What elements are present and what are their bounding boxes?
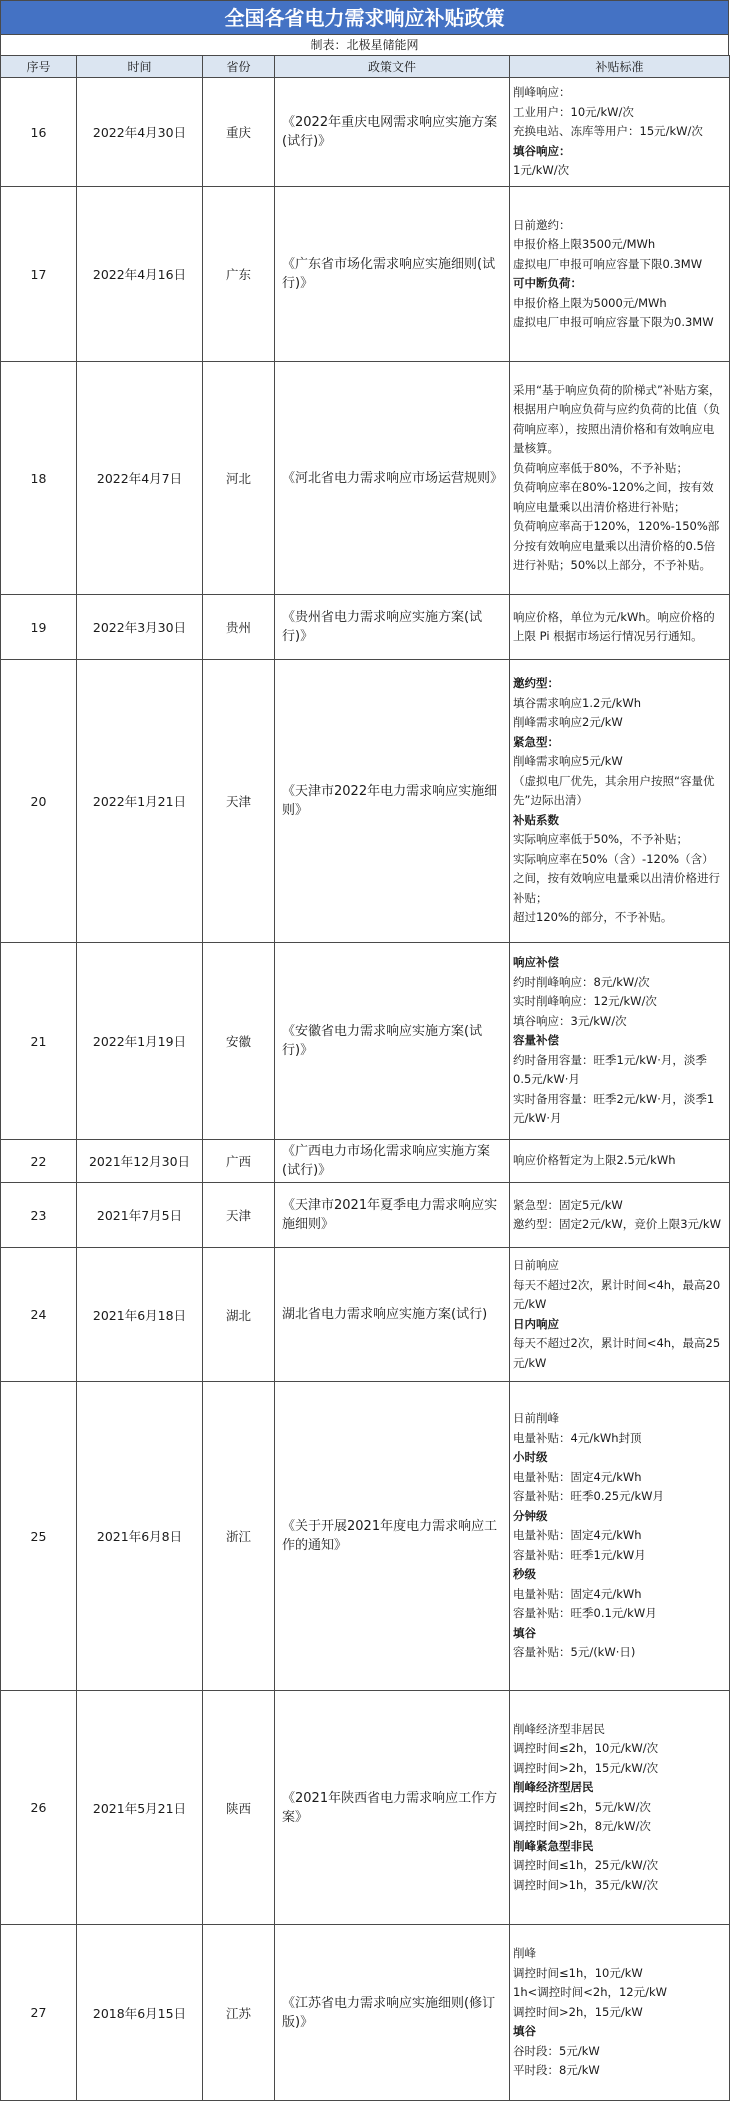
table-row — [1, 1248, 730, 1382]
standard-line: 容量补贴：旺季1元/kW月 — [513, 1547, 646, 1562]
row-no: 20 — [1, 660, 77, 943]
row-no: 16 — [1, 78, 77, 187]
row-date: 2018年6月15日 — [77, 1925, 203, 2101]
row-policy-doc: 《江苏省电力需求响应实施细则(修订版)》 — [275, 1925, 510, 2101]
standard-line: 电量补贴：固定4元/kWh — [513, 1586, 642, 1601]
row-date: 2021年7月5日 — [77, 1183, 203, 1248]
row-policy-doc: 《天津市2022年电力需求响应实施细则》 — [275, 660, 510, 943]
header-province: 省份 — [203, 56, 275, 78]
row-policy-doc: 《天津市2021年夏季电力需求响应实施细则》 — [275, 1183, 510, 1248]
row-policy-doc: 《2021年陕西省电力需求响应工作方案》 — [275, 1691, 510, 1925]
row-policy-doc: 《广西电力市场化需求响应实施方案(试行)》 — [275, 1140, 510, 1183]
table-row — [1, 595, 730, 660]
standard-line: 分钟级 — [513, 1508, 548, 1523]
table-row — [1, 660, 730, 943]
table-row — [1, 1382, 730, 1691]
row-subsidy-standard — [510, 187, 730, 362]
row-province: 重庆 — [203, 78, 275, 187]
row-province: 天津 — [203, 1183, 275, 1248]
standard-line: 邀约型：固定2元/kW，竞价上限3元/kW — [513, 1217, 721, 1231]
standard-line: 填谷需求响应1.2元/kWh — [513, 695, 641, 710]
standard-line: 削峰经济型非居民 — [513, 1721, 605, 1736]
table-row — [1, 362, 730, 595]
header-doc: 政策文件 — [275, 56, 510, 78]
standard-line: 容量补贴：旺季0.1元/kW月 — [513, 1606, 657, 1621]
row-province: 河北 — [203, 362, 275, 595]
row-subsidy-standard — [510, 1925, 730, 2101]
row-no: 25 — [1, 1382, 77, 1691]
sheet-subtitle: 制表：北极星储能网 — [0, 34, 729, 55]
standard-line: （虚拟电厂优先，其余用户按照“容量优先”边际出清） — [513, 773, 715, 808]
standard-line: 负荷响应率高于120%，120%-150%部分按有效响应电量乘以出清价格的0.5倍进行补贴；50%以上部分，不予补贴。 — [513, 519, 720, 572]
standard-line: 电量补贴：4元/kWh封顶 — [513, 1430, 642, 1445]
row-subsidy-standard — [510, 1140, 730, 1183]
standard-line: 容量补偿 — [513, 1033, 559, 1048]
standard-line: 实时备用容量：旺季2元/kW·月，淡季1元/kW·月 — [513, 1091, 715, 1126]
standard-line: 调控时间>2h，8元/kW/次 — [513, 1819, 651, 1834]
table-row — [1, 1183, 730, 1248]
standard-line: 填谷响应： — [513, 143, 571, 158]
standard-line: 日前响应 — [513, 1258, 559, 1272]
row-subsidy-standard — [510, 943, 730, 1140]
standard-line: 实际响应率低于50%，不予补贴； — [513, 832, 689, 847]
row-date: 2021年6月8日 — [77, 1382, 203, 1691]
row-policy-doc: 《广东省市场化需求响应实施细则(试行)》 — [275, 187, 510, 362]
standard-line: 填谷响应：3元/kW/次 — [513, 1013, 627, 1028]
row-province: 江苏 — [203, 1925, 275, 2101]
standard-line: 调控时间>1h，35元/kW/次 — [513, 1877, 659, 1892]
row-no: 22 — [1, 1140, 77, 1183]
row-subsidy-standard — [510, 78, 730, 187]
policy-table — [0, 55, 730, 2101]
standard-line: 申报价格上限3500元/MWh — [513, 237, 656, 251]
row-policy-doc: 《河北省电力需求响应市场运营规则》 — [275, 362, 510, 595]
standard-line: 调控时间≤2h，10元/kW/次 — [513, 1741, 659, 1756]
row-subsidy-standard — [510, 1183, 730, 1248]
standard-line: 紧急型：固定5元/kW — [513, 1197, 623, 1212]
row-no: 19 — [1, 595, 77, 660]
row-province: 安徽 — [203, 943, 275, 1140]
row-subsidy-standard — [510, 660, 730, 943]
row-date: 2022年1月19日 — [77, 943, 203, 1140]
table-row — [1, 1925, 730, 2101]
row-subsidy-standard — [510, 595, 730, 660]
header-row — [1, 56, 730, 78]
row-province: 广西 — [203, 1140, 275, 1183]
standard-line: 削峰响应： — [513, 85, 571, 100]
standard-line: 实际响应率在50%（含）-120%（含）之间，按有效响应电量乘以出清价格进行补贴； — [513, 851, 720, 905]
table-body — [1, 78, 730, 2101]
standard-line: 调控时间>2h，15元/kW — [513, 2004, 643, 2019]
standard-line: 每天不超过2次，累计时间<4h，最高25元/kW — [513, 1336, 721, 1370]
standard-line: 调控时间≤1h，25元/kW/次 — [513, 1858, 659, 1873]
row-policy-doc: 《贵州省电力需求响应实施方案(试行)》 — [275, 595, 510, 660]
header-date: 时间 — [77, 56, 203, 78]
row-no: 21 — [1, 943, 77, 1140]
table-row — [1, 187, 730, 362]
table-row — [1, 1140, 730, 1183]
standard-line: 超过120%的部分，不予补贴。 — [513, 910, 673, 925]
standard-line: 日前邀约： — [513, 217, 571, 232]
standard-line: 削峰经济型居民 — [513, 1780, 594, 1795]
row-date: 2021年5月21日 — [77, 1691, 203, 1925]
standard-line: 虚拟电厂申报可响应容量下限0.3MW — [513, 256, 703, 271]
header-standard: 补贴标准 — [510, 56, 730, 78]
row-date: 2022年3月30日 — [77, 595, 203, 660]
standard-line: 小时级 — [513, 1450, 548, 1465]
standard-line: 调控时间≤1h，10元/kW — [513, 1965, 643, 1980]
header-no: 序号 — [1, 56, 77, 78]
standard-line: 1h<调控时间<2h，12元/kW — [513, 1985, 668, 2000]
row-province: 贵州 — [203, 595, 275, 660]
table-row — [1, 943, 730, 1140]
standard-line: 邀约型： — [513, 676, 559, 691]
standard-line: 填谷 — [513, 2024, 536, 2039]
standard-line: 工业用户：10元/kW/次 — [513, 104, 634, 119]
standard-line: 采用“基于响应负荷的阶梯式”补贴方案，根据用户响应负荷与应约负荷的比值（负荷响应率），按照出清价格和有效响应电量核算。 — [513, 382, 721, 455]
standard-line: 削峰需求响应2元/kW — [513, 715, 623, 730]
row-policy-doc: 《安徽省电力需求响应实施方案(试行)》 — [275, 943, 510, 1140]
row-province: 天津 — [203, 660, 275, 943]
row-subsidy-standard — [510, 1248, 730, 1382]
standard-line: 削峰 — [513, 1946, 536, 1961]
row-date: 2022年4月7日 — [77, 362, 203, 595]
standard-line: 容量补贴：5元/(kW·日) — [513, 1645, 636, 1660]
row-no: 26 — [1, 1691, 77, 1925]
standard-line: 约时削峰响应：8元/kW/次 — [513, 974, 650, 989]
standard-line: 响应价格暂定为上限2.5元/kWh — [513, 1153, 676, 1168]
row-province: 湖北 — [203, 1248, 275, 1382]
row-no: 24 — [1, 1248, 77, 1382]
row-subsidy-standard — [510, 1382, 730, 1691]
standard-line: 负荷响应率在80%-120%之间，按有效响应电量乘以出清价格进行补贴； — [513, 480, 714, 514]
table-row — [1, 78, 730, 187]
standard-line: 补贴系数 — [513, 812, 559, 827]
standard-line: 平时段：8元/kW — [513, 2063, 600, 2078]
standard-line: 可中断负荷： — [513, 276, 582, 290]
row-policy-doc: 湖北省电力需求响应实施方案(试行) — [275, 1248, 510, 1382]
standard-line: 申报价格上限为5000元/MWh — [513, 295, 667, 310]
standard-line: 电量补贴：固定4元/kWh — [513, 1528, 642, 1543]
standard-line: 每天不超过2次，累计时间<4h，最高20元/kW — [513, 1277, 721, 1311]
row-no: 27 — [1, 1925, 77, 2101]
standard-line: 调控时间>2h，15元/kW/次 — [513, 1760, 659, 1775]
row-no: 23 — [1, 1183, 77, 1248]
standard-line: 紧急型： — [513, 734, 559, 749]
standard-line: 调控时间≤2h，5元/kW/次 — [513, 1799, 651, 1814]
row-province: 陕西 — [203, 1691, 275, 1925]
standard-line: 1元/kW/次 — [513, 163, 570, 178]
standard-line: 充换电站、冻库等用户：15元/kW/次 — [513, 124, 703, 139]
row-date: 2021年6月18日 — [77, 1248, 203, 1382]
row-province: 浙江 — [203, 1382, 275, 1691]
row-no: 18 — [1, 362, 77, 595]
table-row — [1, 1691, 730, 1925]
standard-line: 谷时段：5元/kW — [513, 2043, 600, 2058]
standard-line: 容量补贴：旺季0.25元/kW月 — [513, 1489, 665, 1504]
row-date: 2021年12月30日 — [77, 1140, 203, 1183]
row-date: 2022年4月16日 — [77, 187, 203, 362]
row-subsidy-standard — [510, 362, 730, 595]
standard-line: 电量补贴：固定4元/kWh — [513, 1469, 642, 1484]
standard-line: 日内响应 — [513, 1316, 559, 1331]
standard-line: 负荷响应率低于80%，不予补贴； — [513, 460, 689, 475]
standard-line: 响应补偿 — [513, 955, 559, 970]
row-no: 17 — [1, 187, 77, 362]
standard-line: 虚拟电厂申报可响应容量下限为0.3MW — [513, 315, 714, 329]
standard-line: 削峰需求响应5元/kW — [513, 754, 623, 769]
standard-line: 实时削峰响应：12元/kW/次 — [513, 994, 657, 1009]
standard-line: 日前削峰 — [513, 1411, 559, 1426]
row-province: 广东 — [203, 187, 275, 362]
standard-line: 削峰紧急型非民 — [513, 1838, 594, 1853]
standard-line: 秒级 — [513, 1567, 536, 1582]
standard-line: 约时备用容量：旺季1元/kW·月，淡季0.5元/kW·月 — [513, 1052, 707, 1087]
row-date: 2022年1月21日 — [77, 660, 203, 943]
row-subsidy-standard — [510, 1691, 730, 1925]
row-date: 2022年4月30日 — [77, 78, 203, 187]
sheet-title: 全国各省电力需求响应补贴政策 — [0, 0, 729, 34]
standard-line: 响应价格，单位为元/kWh。响应价格的上限 Pi 根据市场运行情况另行通知。 — [513, 609, 715, 643]
row-policy-doc: 《2022年重庆电网需求响应实施方案(试行)》 — [275, 78, 510, 187]
standard-line: 填谷 — [513, 1625, 536, 1640]
row-policy-doc: 《关于开展2021年度电力需求响应工作的通知》 — [275, 1382, 510, 1691]
